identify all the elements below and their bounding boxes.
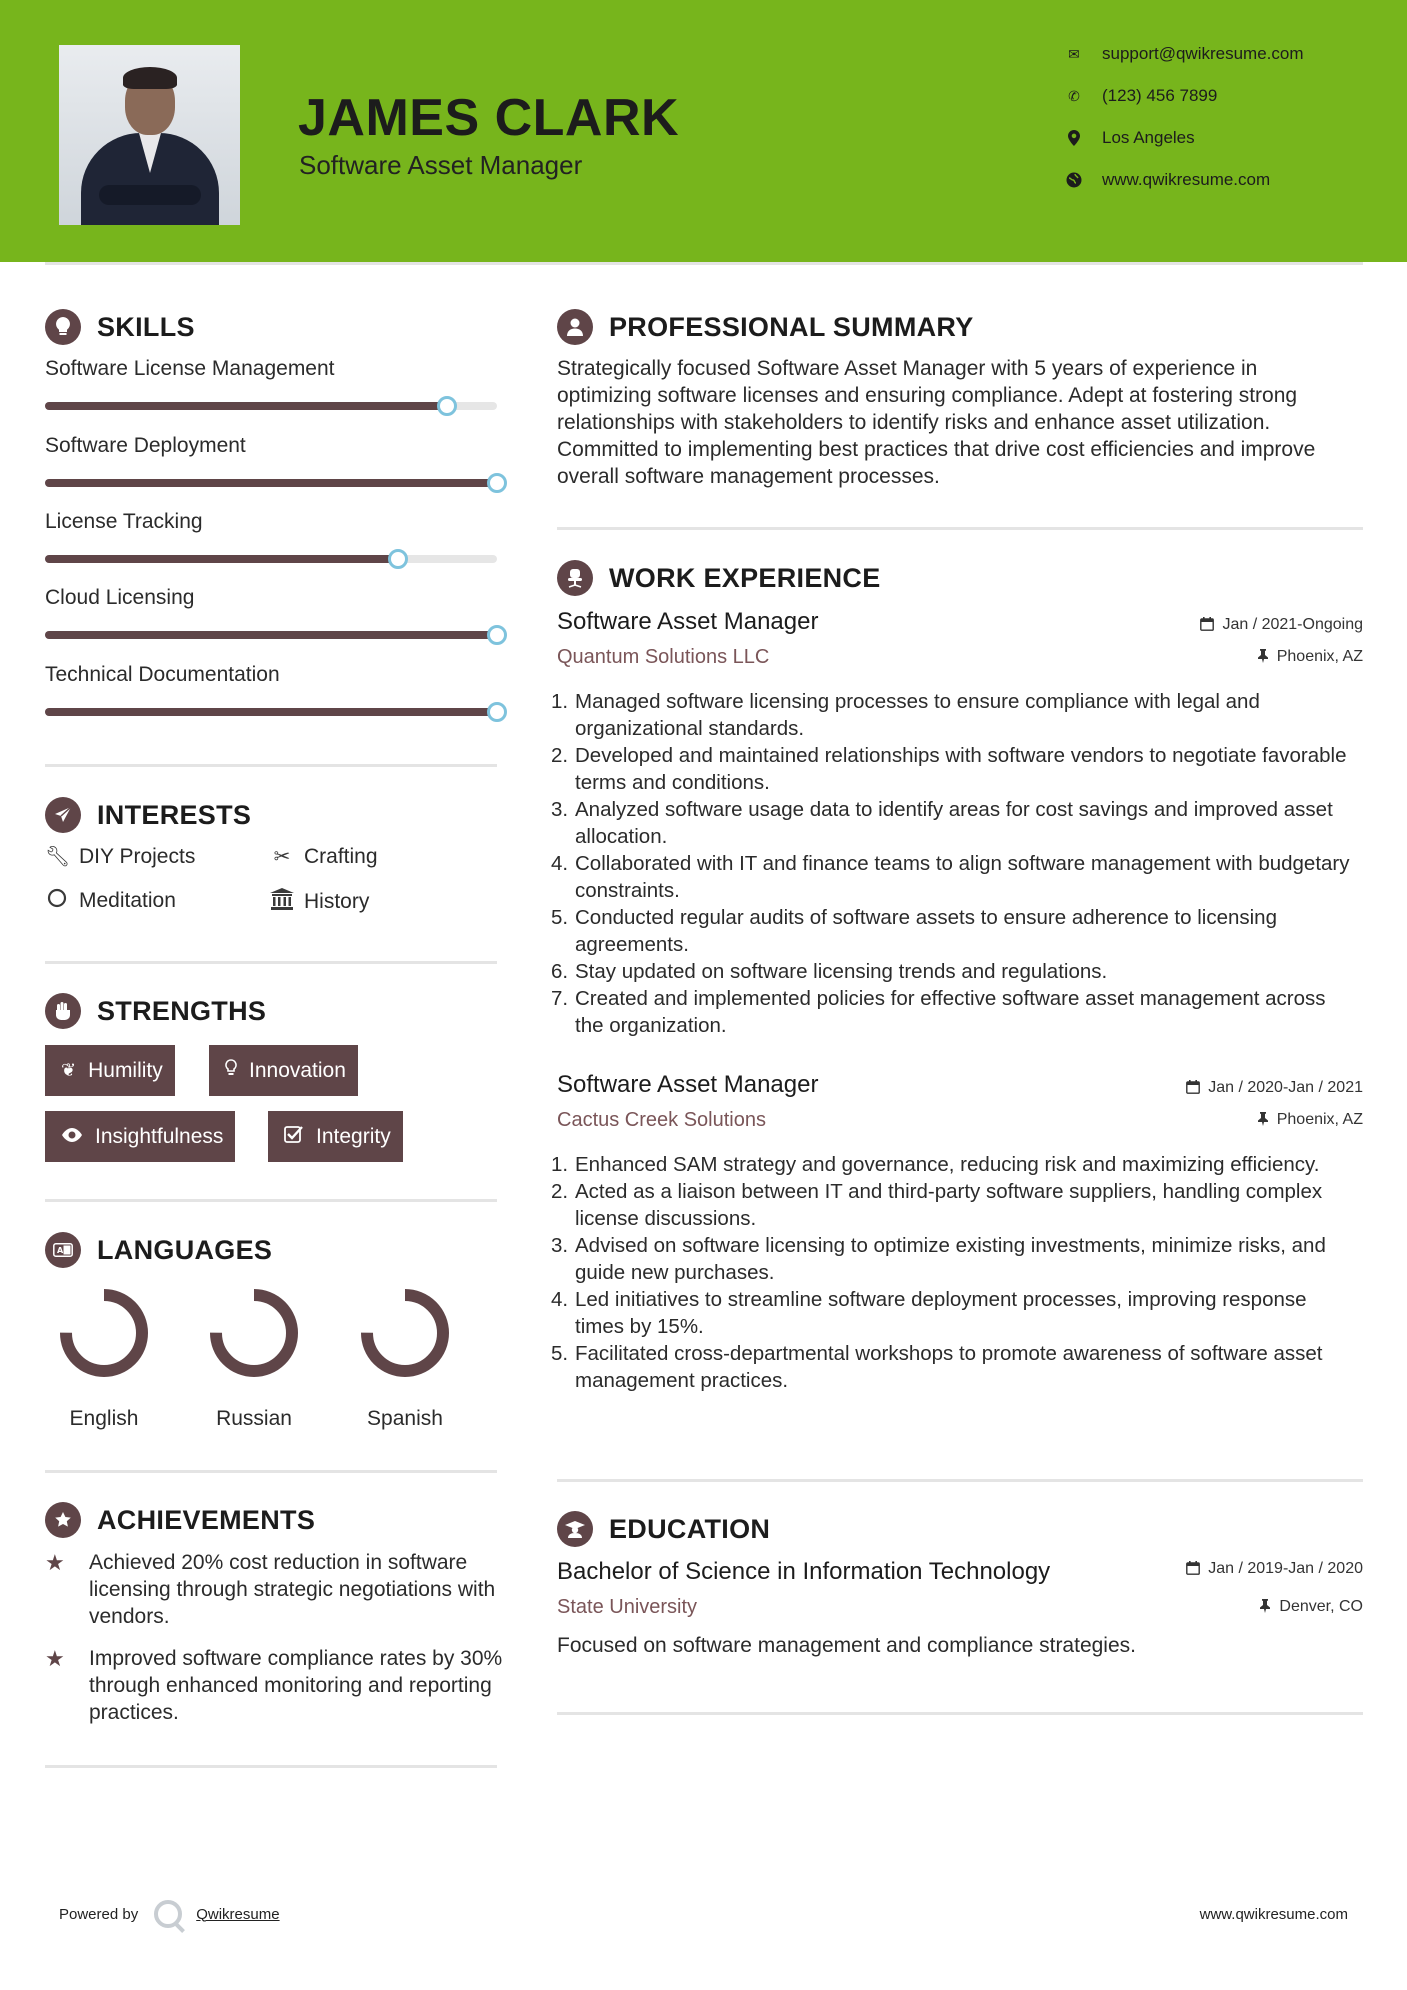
pushpin-icon <box>1257 649 1269 666</box>
education-location: Denver, CO <box>1259 1598 1363 1616</box>
check-square-icon <box>284 1125 304 1148</box>
calendar-icon <box>1186 1561 1200 1578</box>
skill-label: Software Deployment <box>45 434 246 457</box>
language-item <box>49 1285 159 1431</box>
interests-heading: INTERESTS <box>45 795 251 835</box>
job-location: Phoenix, AZ <box>1257 1111 1363 1129</box>
resume-header <box>0 0 1407 262</box>
skill-bar <box>45 708 497 716</box>
interest-item: Meditation <box>45 888 176 914</box>
star-badge-icon <box>45 1502 81 1538</box>
duty-item: Advised on software licensing to optimize existing investments, minimize risks, and guide new purchases. <box>575 1234 1326 1284</box>
strength-badge: Insightfulness <box>45 1111 235 1162</box>
duty-item: Analyzed software usage data to identify areas for cost savings and improved asset allocation. <box>575 798 1333 848</box>
skill-label: Cloud Licensing <box>45 586 195 609</box>
section-divider <box>557 1712 1363 1715</box>
lightbulb-icon <box>225 1059 237 1082</box>
language-label: Russian <box>216 1407 292 1430</box>
footer-website[interactable]: www.qwikresume.com <box>1199 1906 1348 1923</box>
map-pin-icon <box>1064 128 1084 148</box>
languages-heading: A LANGUAGES <box>45 1230 272 1270</box>
qwikresume-logo-icon <box>154 1900 182 1928</box>
skill-label: License Tracking <box>45 510 203 533</box>
eye-icon <box>61 1126 83 1147</box>
calendar-icon <box>1186 1080 1200 1097</box>
language-ring <box>206 1285 302 1381</box>
section-divider <box>45 1199 497 1202</box>
achievements-heading: ACHIEVEMENTS <box>45 1500 315 1540</box>
duty-item: Created and implemented policies for effective software asset management across the organization. <box>575 987 1326 1037</box>
contact-location <box>1064 126 1394 150</box>
education-dates: Jan / 2019-Jan / 2020 <box>1186 1560 1363 1578</box>
skill-knob[interactable] <box>487 625 507 645</box>
language-label: English <box>69 1407 139 1430</box>
translate-icon <box>45 1232 81 1268</box>
duty-item: Developed and maintained relationships with software vendors to negotiate favorable terms and conditions. <box>575 744 1347 794</box>
office-chair-icon <box>557 560 593 596</box>
paper-plane-icon <box>45 797 81 833</box>
language-item <box>199 1285 309 1431</box>
skill-label: Software License Management <box>45 357 335 380</box>
section-divider <box>45 764 497 767</box>
skill-bar <box>45 555 497 563</box>
svg-text:A: A <box>57 1246 64 1255</box>
museum-icon <box>270 888 294 916</box>
leaf-icon: ❦ <box>61 1060 77 1080</box>
section-divider <box>557 1479 1363 1482</box>
star-icon: ★ <box>45 1550 65 1575</box>
graduate-icon <box>557 1511 593 1547</box>
duty-item: Enhanced SAM strategy and governance, reducing risk and maximizing efficiency. <box>575 1153 1320 1176</box>
experience-heading: WORK EXPERIENCE <box>557 558 881 598</box>
education-description: Focused on software management and compliance strategies. <box>557 1634 1136 1657</box>
globe-icon <box>1064 170 1084 190</box>
summary-heading: PROFESSIONAL SUMMARY <box>557 307 974 347</box>
duty-item: Managed software licensing processes to ensure compliance with legal and organizational standards. <box>575 690 1260 740</box>
powered-by: Powered by Qwikresume <box>59 1900 280 1928</box>
skill-knob[interactable] <box>437 396 457 416</box>
degree-title: Bachelor of Science in Information Technology <box>557 1558 1051 1585</box>
summary-text: Strategically focused Software Asset Manager with 5 years of experience in optimizing software licenses and ensuring compliance. Adept at fostering strong relationships with stakeholders to identify risks and enhance asset utilization. Committed to implementing best practices that drive cost efficiencies and improve overall software management processes. <box>557 357 1316 488</box>
phone-icon: ✆ <box>1068 87 1080 104</box>
user-icon <box>557 309 593 345</box>
job-company: Cactus Creek Solutions <box>557 1109 766 1131</box>
interest-item: History <box>270 888 369 916</box>
candidate-role: Software Asset Manager <box>299 150 583 180</box>
scissors-icon: ✂ <box>273 846 291 868</box>
skill-label: Technical Documentation <box>45 663 280 686</box>
skill-bar <box>45 402 497 410</box>
skill-bar <box>45 631 497 639</box>
skill-knob[interactable] <box>487 702 507 722</box>
duty-item: Facilitated cross-departmental workshops to promote awareness of software asset management practices. <box>575 1342 1323 1392</box>
job-duties <box>557 1151 1357 1394</box>
strength-badge: ❦ Humility <box>45 1045 175 1096</box>
skill-bar <box>45 479 497 487</box>
interest-item: 🔧︎ DIY Projects <box>45 844 196 868</box>
section-divider <box>45 961 497 964</box>
circle-icon <box>45 888 69 914</box>
duty-item: Conducted regular audits of software assets to ensure adherence to licensing agreements. <box>575 906 1277 956</box>
profile-photo <box>59 45 240 225</box>
duty-item: Collaborated with IT and finance teams to align software management with budgetary constraints. <box>575 852 1350 902</box>
skill-knob[interactable] <box>388 549 408 569</box>
school-name: State University <box>557 1596 698 1618</box>
job-company: Quantum Solutions LLC <box>557 646 770 668</box>
language-item <box>350 1285 460 1431</box>
achievement-item: ★ Improved software compliance rates by 30% through enhanced monitoring and reporting practices. <box>45 1646 503 1724</box>
location-text: Los Angeles <box>1102 128 1195 147</box>
interest-item: ✂ Crafting <box>270 844 378 869</box>
qwikresume-link[interactable]: Qwikresume <box>196 1905 280 1923</box>
job-duties <box>557 688 1357 1039</box>
skills-heading: SKILLS <box>45 307 195 347</box>
job-title: Software Asset Manager <box>557 608 819 635</box>
contact-email[interactable] <box>1064 42 1394 66</box>
calendar-icon <box>1200 617 1214 634</box>
contact-website[interactable] <box>1064 168 1394 192</box>
wrench-icon: 🔧︎ <box>45 846 71 868</box>
star-icon: ★ <box>45 1646 65 1671</box>
duty-item: Led initiatives to streamline software deployment processes, improving response times by 15%. <box>575 1288 1307 1338</box>
pushpin-icon <box>1257 1112 1269 1129</box>
header-divider <box>45 262 1363 265</box>
skill-knob[interactable] <box>487 473 507 493</box>
lightbulb-icon <box>45 309 81 345</box>
achievement-item: ★ Achieved 20% cost reduction in software licensing through strategic negotiations with vendors. <box>45 1550 496 1628</box>
contact-phone[interactable] <box>1064 84 1394 108</box>
duty-item: Stay updated on software licensing trends and regulations. <box>575 960 1108 983</box>
strengths-heading: STRENGTHS <box>45 991 266 1031</box>
phone-text: (123) 456 7899 <box>1102 86 1218 105</box>
section-divider <box>45 1470 497 1473</box>
strength-badge: Innovation <box>209 1045 358 1096</box>
language-ring <box>56 1285 152 1381</box>
job-location: Phoenix, AZ <box>1257 648 1363 666</box>
candidate-name: JAMES CLARK <box>298 89 680 147</box>
pushpin-icon <box>1259 1599 1271 1616</box>
duty-item: Acted as a liaison between IT and third-party software suppliers, handling complex license discussions. <box>575 1180 1323 1230</box>
website-text: www.qwikresume.com <box>1102 170 1271 189</box>
education-heading: EDUCATION <box>557 1509 770 1549</box>
envelope-icon: ✉ <box>1068 45 1080 62</box>
section-divider <box>557 527 1363 530</box>
email-text: support@qwikresume.com <box>1102 44 1304 63</box>
strength-badge: Integrity <box>268 1111 403 1162</box>
language-ring <box>357 1285 453 1381</box>
job-dates: Jan / 2020-Jan / 2021 <box>1186 1079 1363 1097</box>
job-dates: Jan / 2021-Ongoing <box>1200 616 1363 634</box>
section-divider <box>45 1765 497 1768</box>
fist-icon <box>45 993 81 1029</box>
language-label: Spanish <box>367 1407 443 1430</box>
job-title: Software Asset Manager <box>557 1071 819 1098</box>
